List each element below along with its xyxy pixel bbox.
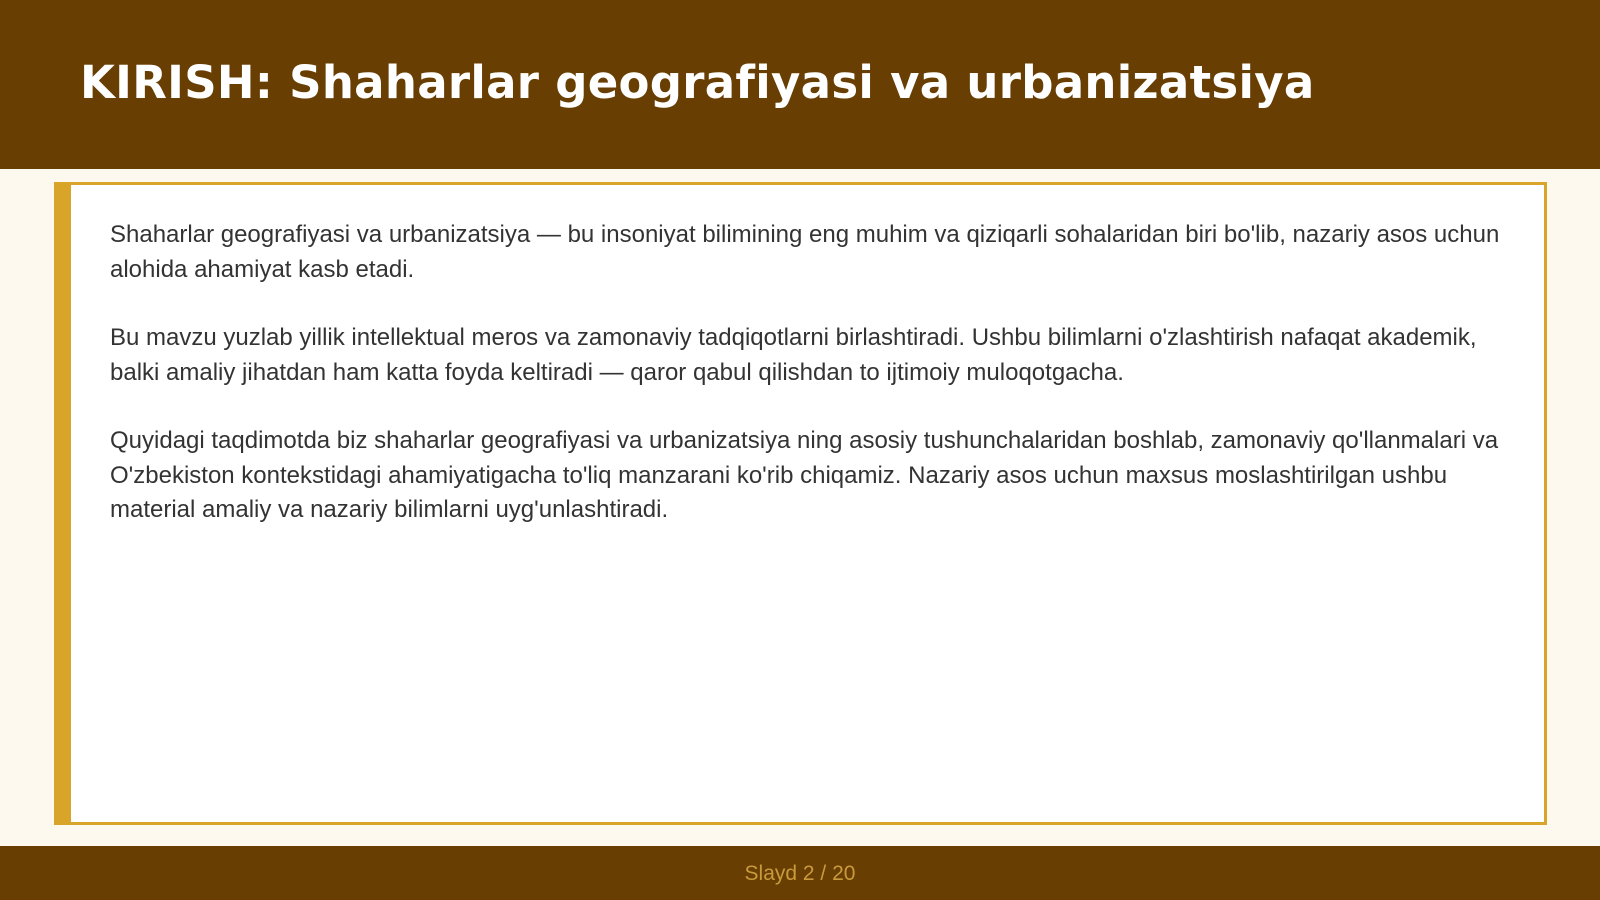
slide-footer	[0, 846, 1600, 900]
content-card	[54, 182, 1547, 825]
paragraph-1: Shaharlar geografiyasi va urbanizatsiya — bu insoniyat bilimining eng muhim va qiziqarli sohalaridan biri bo'lib, nazariy asos uchun alohida ahamiyat kasb etadi.	[110, 221, 1500, 283]
slide-counter: Slayd 2 / 20	[744, 862, 856, 885]
paragraph-3: Quyidagi taqdimotda biz shaharlar geografiyasi va urbanizatsiya ning asosiy tushunchalaridan boshlab, zamonaviy qo'llanmalari va O'zbekiston kontekstidagi ahamiyatigacha to'liq manzarani ko'rib chiqamiz. Nazariy asos uchun maxsus moslashtirilgan ushbu material amaliy va nazariy bilimlarni uyg'unlashtiradi.	[110, 427, 1499, 523]
paragraph-2: Bu mavzu yuzlab yillik intellektual meros va zamonaviy tadqiqotlarni birlashtiradi. Ushbu bilimlarni o'zlashtirish nafaqat akademik, balki amaliy jihatdan ham katta foyda keltiradi — qaror qabul qilishdan to ijtimoiy muloqotgacha.	[110, 324, 1477, 386]
slide-header	[0, 0, 1600, 169]
slide-title: KIRISH: Shaharlar geografiyasi va urbanizatsiya	[80, 56, 1315, 109]
